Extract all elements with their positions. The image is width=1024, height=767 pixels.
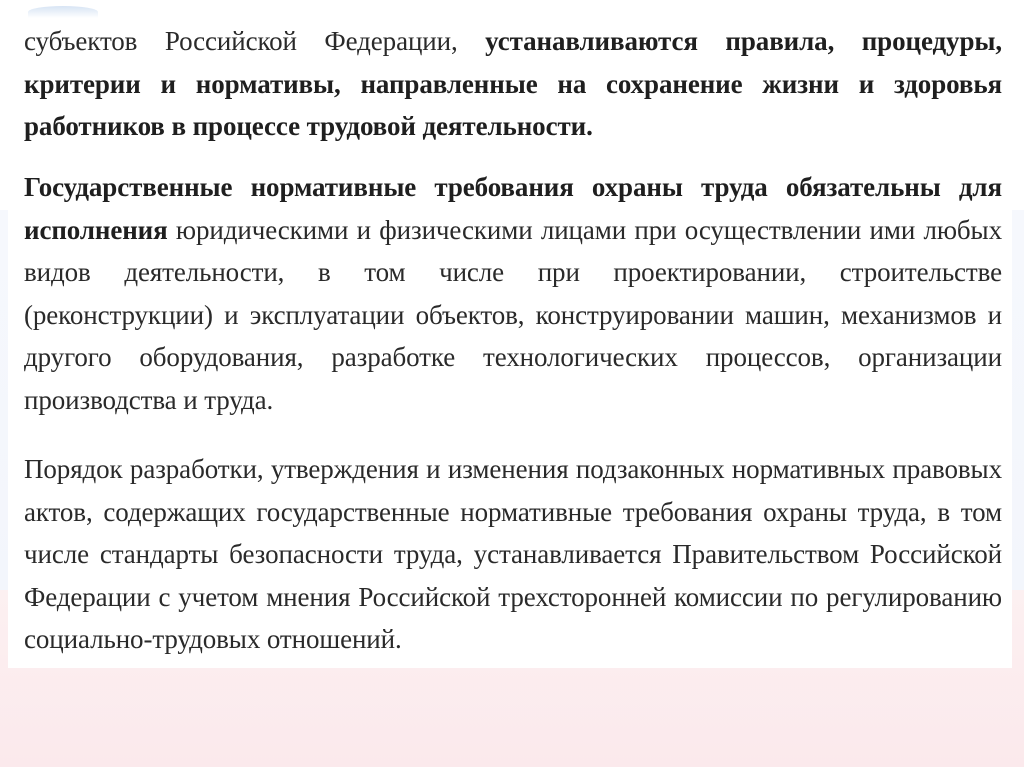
text-panel: [8, 18, 1012, 668]
paragraph-2-text: юридическими и физическими лицами при осуществлении ими любых видов деятельности, в том числе при проектировании, строительстве (реконструкции) и эксплуатации объектов, конструировании машин, механизмов и другого оборудования, разработке технологических процессов, организации производства и труда.: [24, 214, 1002, 415]
paragraph-3: [24, 448, 1002, 661]
paragraph-1-text: субъектов Российской Федерации,: [24, 26, 486, 56]
paragraph-2-bold: Государственные нормативные требования охраны труда обязательны для исполнения: [24, 172, 1002, 245]
paragraph-3-text: Порядок разработки, утверждения и изменения подзаконных нормативных правовых актов, содержащих государственные нормативные требования охраны труда, в том числе стандарты безопасности труда, устанавливается Правительством Российской Федерации с учетом мнения Российской трехсторонней комиссии по регулированию социально-трудовых отношений.: [24, 454, 1002, 654]
paragraph-1-bold: устанавливаются правила, процедуры, критерии и нормативы, направленные на сохранение жизни и здоровья работников в процессе трудовой деятельности.: [24, 26, 1002, 141]
paragraph-1: [24, 20, 1002, 148]
paragraph-2: [24, 166, 1002, 421]
decorative-swoosh: [28, 6, 98, 18]
